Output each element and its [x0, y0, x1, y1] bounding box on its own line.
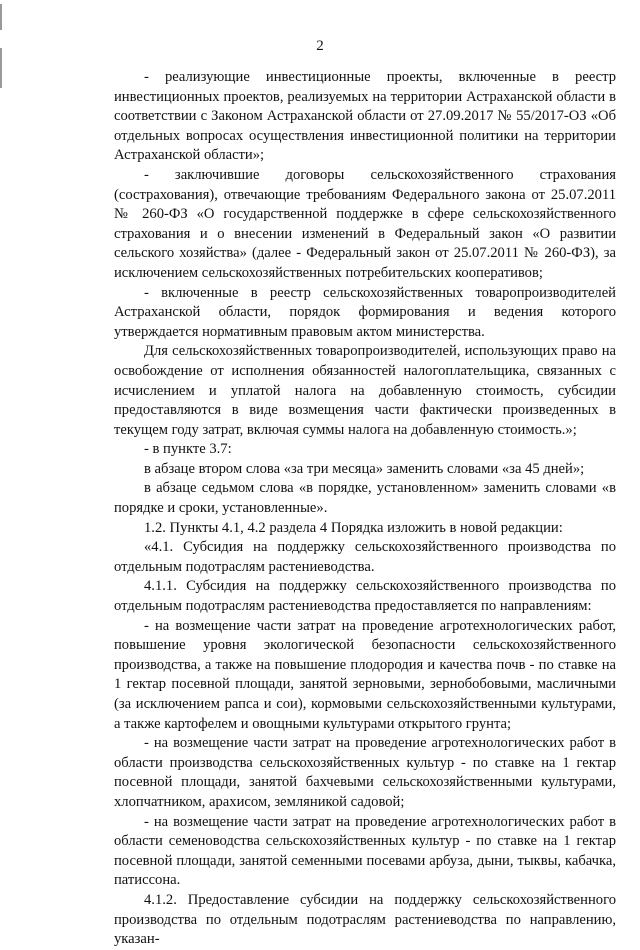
- paragraph: «4.1. Субсидия на поддержку сельскохозяйственного производства по отдельным подотраслям растениеводства.: [114, 539, 616, 575]
- paragraph: - реализующие инвестиционные проекты, включенные в реестр инвестиционных проектов, реализуемых на территории Астраханской области в соответствии с Законом Астраханской области от 27.09.2017 № 55/2017-ОЗ «Об отдельных вопросах осуществления инвестиционной политики на территории Астраханской области»;: [114, 69, 616, 164]
- paragraph: Для сельскохозяйственных товаропроизводителей, использующих право на освобождение от исполнения обязанностей налогоплательщика, связанных с исчислением и уплатой налога на добавленную стоимость, субсидии предоставляются в виде возмещения части фактически произведенных в текущем году затрат, включая суммы налога на добавленную стоимость.»;: [114, 343, 616, 438]
- paragraph: в абзаце втором слова «за три месяца» заменить словами «за 45 дней»;: [144, 460, 585, 477]
- paragraph: - на возмещение части затрат на проведение агротехнологических работ в области производства сельскохозяйственных культур - по ставке на 1 гектар посевной площади, занятой бахчевыми сельскохозяйственными культурами, хлопчатником, арахисом, земляникой садовой;: [114, 735, 616, 810]
- paragraph: - на возмещение части затрат на проведение агротехнологических работ в области семеноводства сельскохозяйственных культур - по ставке на 1 гектар посевной площади, занятой семенными посевами арбуза, дыни, тыквы, кабачка, патиссона.: [114, 813, 616, 889]
- page-number: 2: [316, 38, 324, 54]
- paragraph: 4.1.1. Субсидия на поддержку сельскохозяйственного производства по отдельным подотраслям растениеводства предоставляется по направлениям:: [114, 578, 616, 615]
- paragraph: - включенные в реестр сельскохозяйственных товаропроизводителей Астраханской области, порядок формирования и ведения которого утверждается нормативным правовым актом министерства.: [114, 284, 616, 340]
- paragraph: 4.1.2. Предоставление субсидии на поддержку сельскохозяйственного производства по отдельным подотраслям растениеводства по направлению, указан-: [114, 891, 616, 948]
- paragraph: - в пункте 3.7:: [144, 441, 232, 458]
- margin-mark: [0, 4, 2, 30]
- paragraph: в абзаце седьмом слова «в порядке, установленном» заменить словами «в порядке и сроки, установленные».: [114, 480, 616, 517]
- paragraph: - на возмещение части затрат на проведение агротехнологических работ, повышение уровня экологической безопасности сельскохозяйственного производства, а также на повышение плодородия и качества почв - по ставке на 1 гектар посевной площади, занятой зерновыми, зернобобовыми, масличными (за исключением рапса и сои), кормовыми сельскохозяйственными культурами, а также картофелем и овощными культурами открытого грунта;: [114, 617, 616, 732]
- document-body: [114, 68, 616, 950]
- paragraph: - заключившие договоры сельскохозяйственного страхования (сострахования), отвечающие требованиям Федерального закона от 25.07.2011 № 260-ФЗ «О государственной поддержке в сфере сельскохозяйственного страхования и о внесении изменений в Федеральный закон «О развитии сельского хозяйства» (далее - Федеральный закон от 25.07.2011 № 260-ФЗ), за исключением сельскохозяйственных потребительских кооперативов;: [114, 166, 616, 281]
- paragraph: 1.2. Пункты 4.1, 4.2 раздела 4 Порядка изложить в новой редакции:: [144, 519, 563, 536]
